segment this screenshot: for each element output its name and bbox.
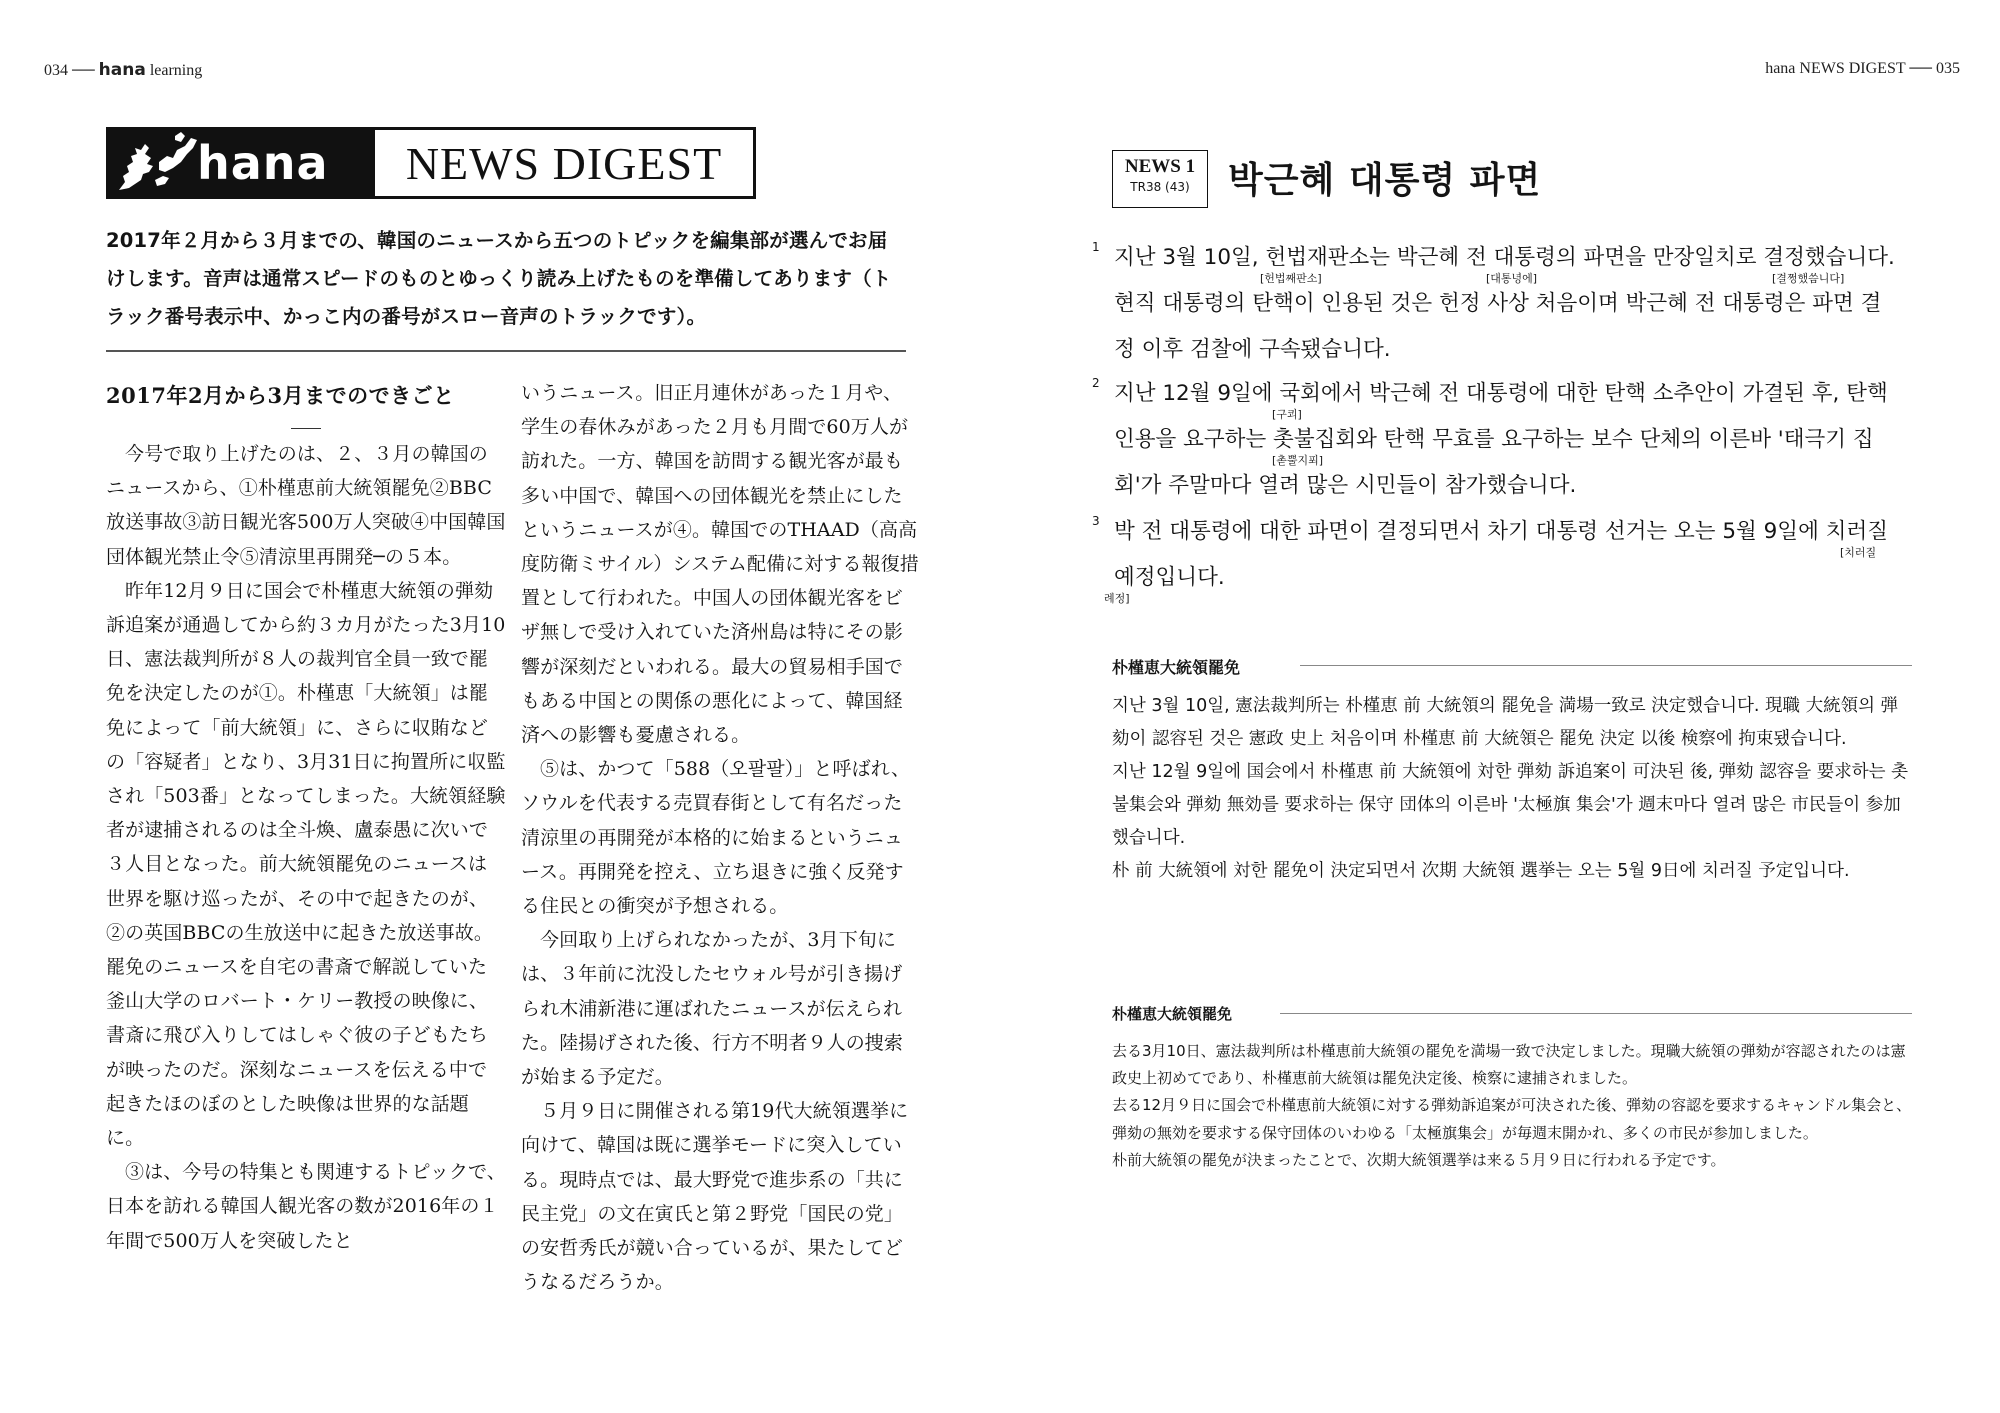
- news-digest-logo: [106, 127, 756, 199]
- pronunciation-ruby: [헌법째판소]: [1260, 272, 1322, 285]
- korean-line: 정 이후 검찰에 구속됐습니다.: [1114, 337, 1391, 362]
- paragraph-number: 3: [1092, 514, 1100, 528]
- korean-paragraph-1: [1092, 240, 1912, 370]
- page-number-right: hana NEWS DIGEST ── 035: [1765, 60, 1960, 77]
- folio-number-left: 034: [44, 62, 68, 79]
- folio-section-left: learning: [149, 62, 203, 79]
- korean-paragraph-2: [1092, 376, 1912, 506]
- korean-line: 지난 3월 10일, 헌법재판소는 박근혜 전 대통령의 파면을 만장일치로 결정했습니다.: [1114, 245, 1895, 270]
- paragraph-number: 1: [1092, 240, 1100, 254]
- korean-line: 박 전 대통령에 대한 파면이 결정되면서 차기 대통령 선거는 오는 5월 9일에 치러질: [1114, 519, 1888, 544]
- hanja-paragraph: 지난 3월 10일, 憲法裁判所는 朴槿恵 前 大統領의 罷免을 満場一致로 決定했습니다. 現職 大統領의 弾劾이 認容된 것은 憲政 史上 처음이며 朴槿恵 前 大統領은 罷免 決定 以後 検察에 拘束됐습니다.: [1112, 696, 1899, 749]
- translation-section-heading: 朴槿恵大統領罷免: [1112, 1005, 1233, 1023]
- korean-paragraph-3: [1092, 514, 1912, 604]
- audio-track-number: TR38 (43): [1130, 180, 1190, 194]
- article-paragraph: 昨年12月９日に国会で朴槿恵大統領の弾劾訴追案が通過してから約３カ月がたった3月10日、憲法裁判所が８人の裁判官全員一致で罷免を決定したのが①。朴槿恵「大統領」は罷免によって「前大統領」に、さらに収賄などの「容疑者」となり、3月31日に拘置所に収監され「503番」となってしまった。大統領経験者が逮捕されるのは全斗煥、盧泰愚に次いで３人目となった。前大統領罷免のニュースは世界を駆け巡ったが、その中で起きたのが、②の英国BBCの生放送中に起きた放送事故。罷免のニュースを自宅の書斎で解説していた釜山大学のロバート・ケリー教授の映像に、書斎に飛び入りしてはしゃぐ彼の子どもたちが映ったのだ。深刻なニュースを伝える中で起きたほのぼのとした映像は世界的な話題に。: [106, 579, 506, 1150]
- news-number: NEWS 1: [1124, 156, 1196, 177]
- article-heading: 2017年2月から3月までのできごと: [106, 383, 455, 408]
- pronunciation-ruby: [결쩡했씀니다]: [1772, 272, 1845, 285]
- intro-line: 2017年２月から３月までの、韓国のニュースから五つのトピックを編集部が選んでお届: [106, 229, 888, 252]
- pronunciation-ruby: 례정]: [1104, 592, 1130, 605]
- korean-line: 예정입니다.: [1114, 565, 1225, 590]
- korean-line: 현직 대통령의 탄핵이 인용된 것은 헌정 사상 처음이며 박근혜 전 대통령은 파면 결: [1114, 291, 1882, 316]
- article-paragraph: 今回取り上げられなかったが、3月下旬には、３年前に沈没したセウォル号が引き揚げられ木浦新港に運ばれたニュースが伝えられた。陸揚げされた後、行方不明者９人の捜索が始まる予定だ。: [521, 929, 904, 1089]
- page-number-left: 034 ── hana learning: [44, 60, 203, 80]
- section-rule: [1280, 1013, 1912, 1014]
- logo-dark-panel: [109, 130, 375, 196]
- section-rule: [1300, 665, 1912, 666]
- korean-line: 인용을 요구하는 촛불집회와 탄핵 무효를 요구하는 보수 단체의 이른바 '태극기 집: [1114, 427, 1874, 452]
- intro-line: けします。音声は通常スピードのものとゆっくり読み上げたものを準備してあります（ト: [106, 267, 892, 290]
- japanese-translation: [1112, 1038, 1912, 1174]
- translation-paragraph: 去る12月９日に国会で朴槿恵前大統領に対する弾劾訴追案が可決された後、弾劾の容認を要求するキャンドル集会と、弾劾の無効を要求する保守団体のいわゆる「太極旗集会」が毎週末開かれ、多くの市民が参加しました。: [1112, 1096, 1912, 1142]
- hanja-paragraph: 지난 12월 9일에 国会에서 朴槿恵 前 大統領에 対한 弾劾 訴追案이 可決된 後, 弾劾 認容을 要求하는 촛불集会와 弾劾 無効를 要求하는 保守 団体의 이른바 '太極旗 集会'가 週末마다 열려 많은 市民들이 参加했습니다.: [1112, 762, 1908, 848]
- intro-text: [106, 222, 906, 336]
- korean-line: 회'가 주말마다 열려 많은 시민들이 참가했습니다.: [1114, 473, 1577, 498]
- news-number-badge: [1112, 150, 1208, 208]
- pronunciation-ruby: [대통녕에]: [1486, 272, 1538, 285]
- paragraph-number: 2: [1092, 376, 1100, 390]
- translation-paragraph: 朴前大統領の罷免が決まったことで、次期大統領選挙は来る５月９日に行われる予定です。: [1112, 1150, 1726, 1169]
- intro-line: ラック番号表示中、かっこ内の番号がスロー音声のトラックです）。: [106, 305, 707, 328]
- folio-brand-right: hana NEWS DIGEST: [1765, 60, 1906, 77]
- pronunciation-ruby: [구쾨]: [1272, 408, 1302, 421]
- hanja-section-heading: 朴槿恵大統領罷免: [1112, 658, 1241, 677]
- article-paragraph: 今号で取り上げたのは、２、３月の韓国のニュースから、①朴槿恵前大統領罷免②BBC放送事故③訪日観光客500万人突破④中国韓国団体観光禁止令⑤清涼里再開発─の５本。: [106, 443, 506, 568]
- logo-title: NEWS DIGEST: [405, 137, 723, 189]
- article-paragraph: ⑤は、かつて「588（오팔팔）」と呼ばれ、ソウルを代表する売買春街として有名だった清涼里の再開発が本格的に始まるというニュース。再開発を控え、立ち退きに強く反発する住民との衝突が予想される。: [521, 758, 911, 918]
- korea-japan-map-icon: [115, 132, 205, 196]
- article-column-2: [521, 376, 921, 1299]
- news-headline: 박근혜 대통령 파면: [1228, 160, 1542, 201]
- article-paragraph: いうニュース。旧正月連休があった１月や、学生の春休みがあった２月も月間で60万人が訪れた。一方、韓国を訪問する観光客が最も多い中国で、韓国への団体観光を禁止にしたというニュースが④。韓国でのTHAAD（高高度防衛ミサイル）システム配備に対する報復措置として行われた。中国人の団体観光客をビザ無しで受け入れていた済州島は特にその影響が深刻だといわれる。最大の貿易相手国でもある中国との関係の悪化によって、韓国経済への影響も憂慮される。: [521, 382, 919, 747]
- hanja-mixed-text: [1112, 690, 1912, 888]
- article-paragraph: ５月９日に開催される第19代大統領選挙に向けて、韓国は既に選挙モードに突入している。現時点では、最大野党で進歩系の「共に民主党」の文在寅氏と第２野党「国民の党」の安哲秀氏が競い合っているが、果たしてどうなるだろうか。: [521, 1100, 909, 1294]
- divider: [106, 350, 906, 352]
- article-column-1: [106, 376, 506, 1258]
- heading-dash: [291, 428, 321, 429]
- korean-line: 지난 12월 9일에 국회에서 박근혜 전 대통령에 대한 탄핵 소추안이 가결된 후, 탄핵: [1114, 381, 1888, 406]
- pronunciation-ruby: [치러질: [1840, 546, 1877, 559]
- folio-number-right: 035: [1936, 60, 1960, 77]
- folio-brand-left: hana: [98, 60, 146, 80]
- translation-paragraph: 去る3月10日、憲法裁判所は朴槿恵前大統領の罷免を満場一致で決定しました。現職大統領の弾劾が容認されたのは憲政史上初めてであり、朴槿恵前大統領は罷免決定後、検察に逮捕されました。: [1112, 1042, 1906, 1088]
- pronunciation-ruby: [촏뿔지푀]: [1272, 454, 1324, 467]
- logo-brand: hana: [197, 136, 329, 190]
- hanja-paragraph: 朴 前 大統領에 対한 罷免이 決定되면서 次期 大統領 選挙는 오는 5월 9日에 치러질 予定입니다.: [1112, 861, 1850, 881]
- article-paragraph: ③は、今号の特集とも関連するトピックで、日本を訪れる韓国人観光客の数が2016年の１年間で500万人を突破したと: [106, 1161, 506, 1252]
